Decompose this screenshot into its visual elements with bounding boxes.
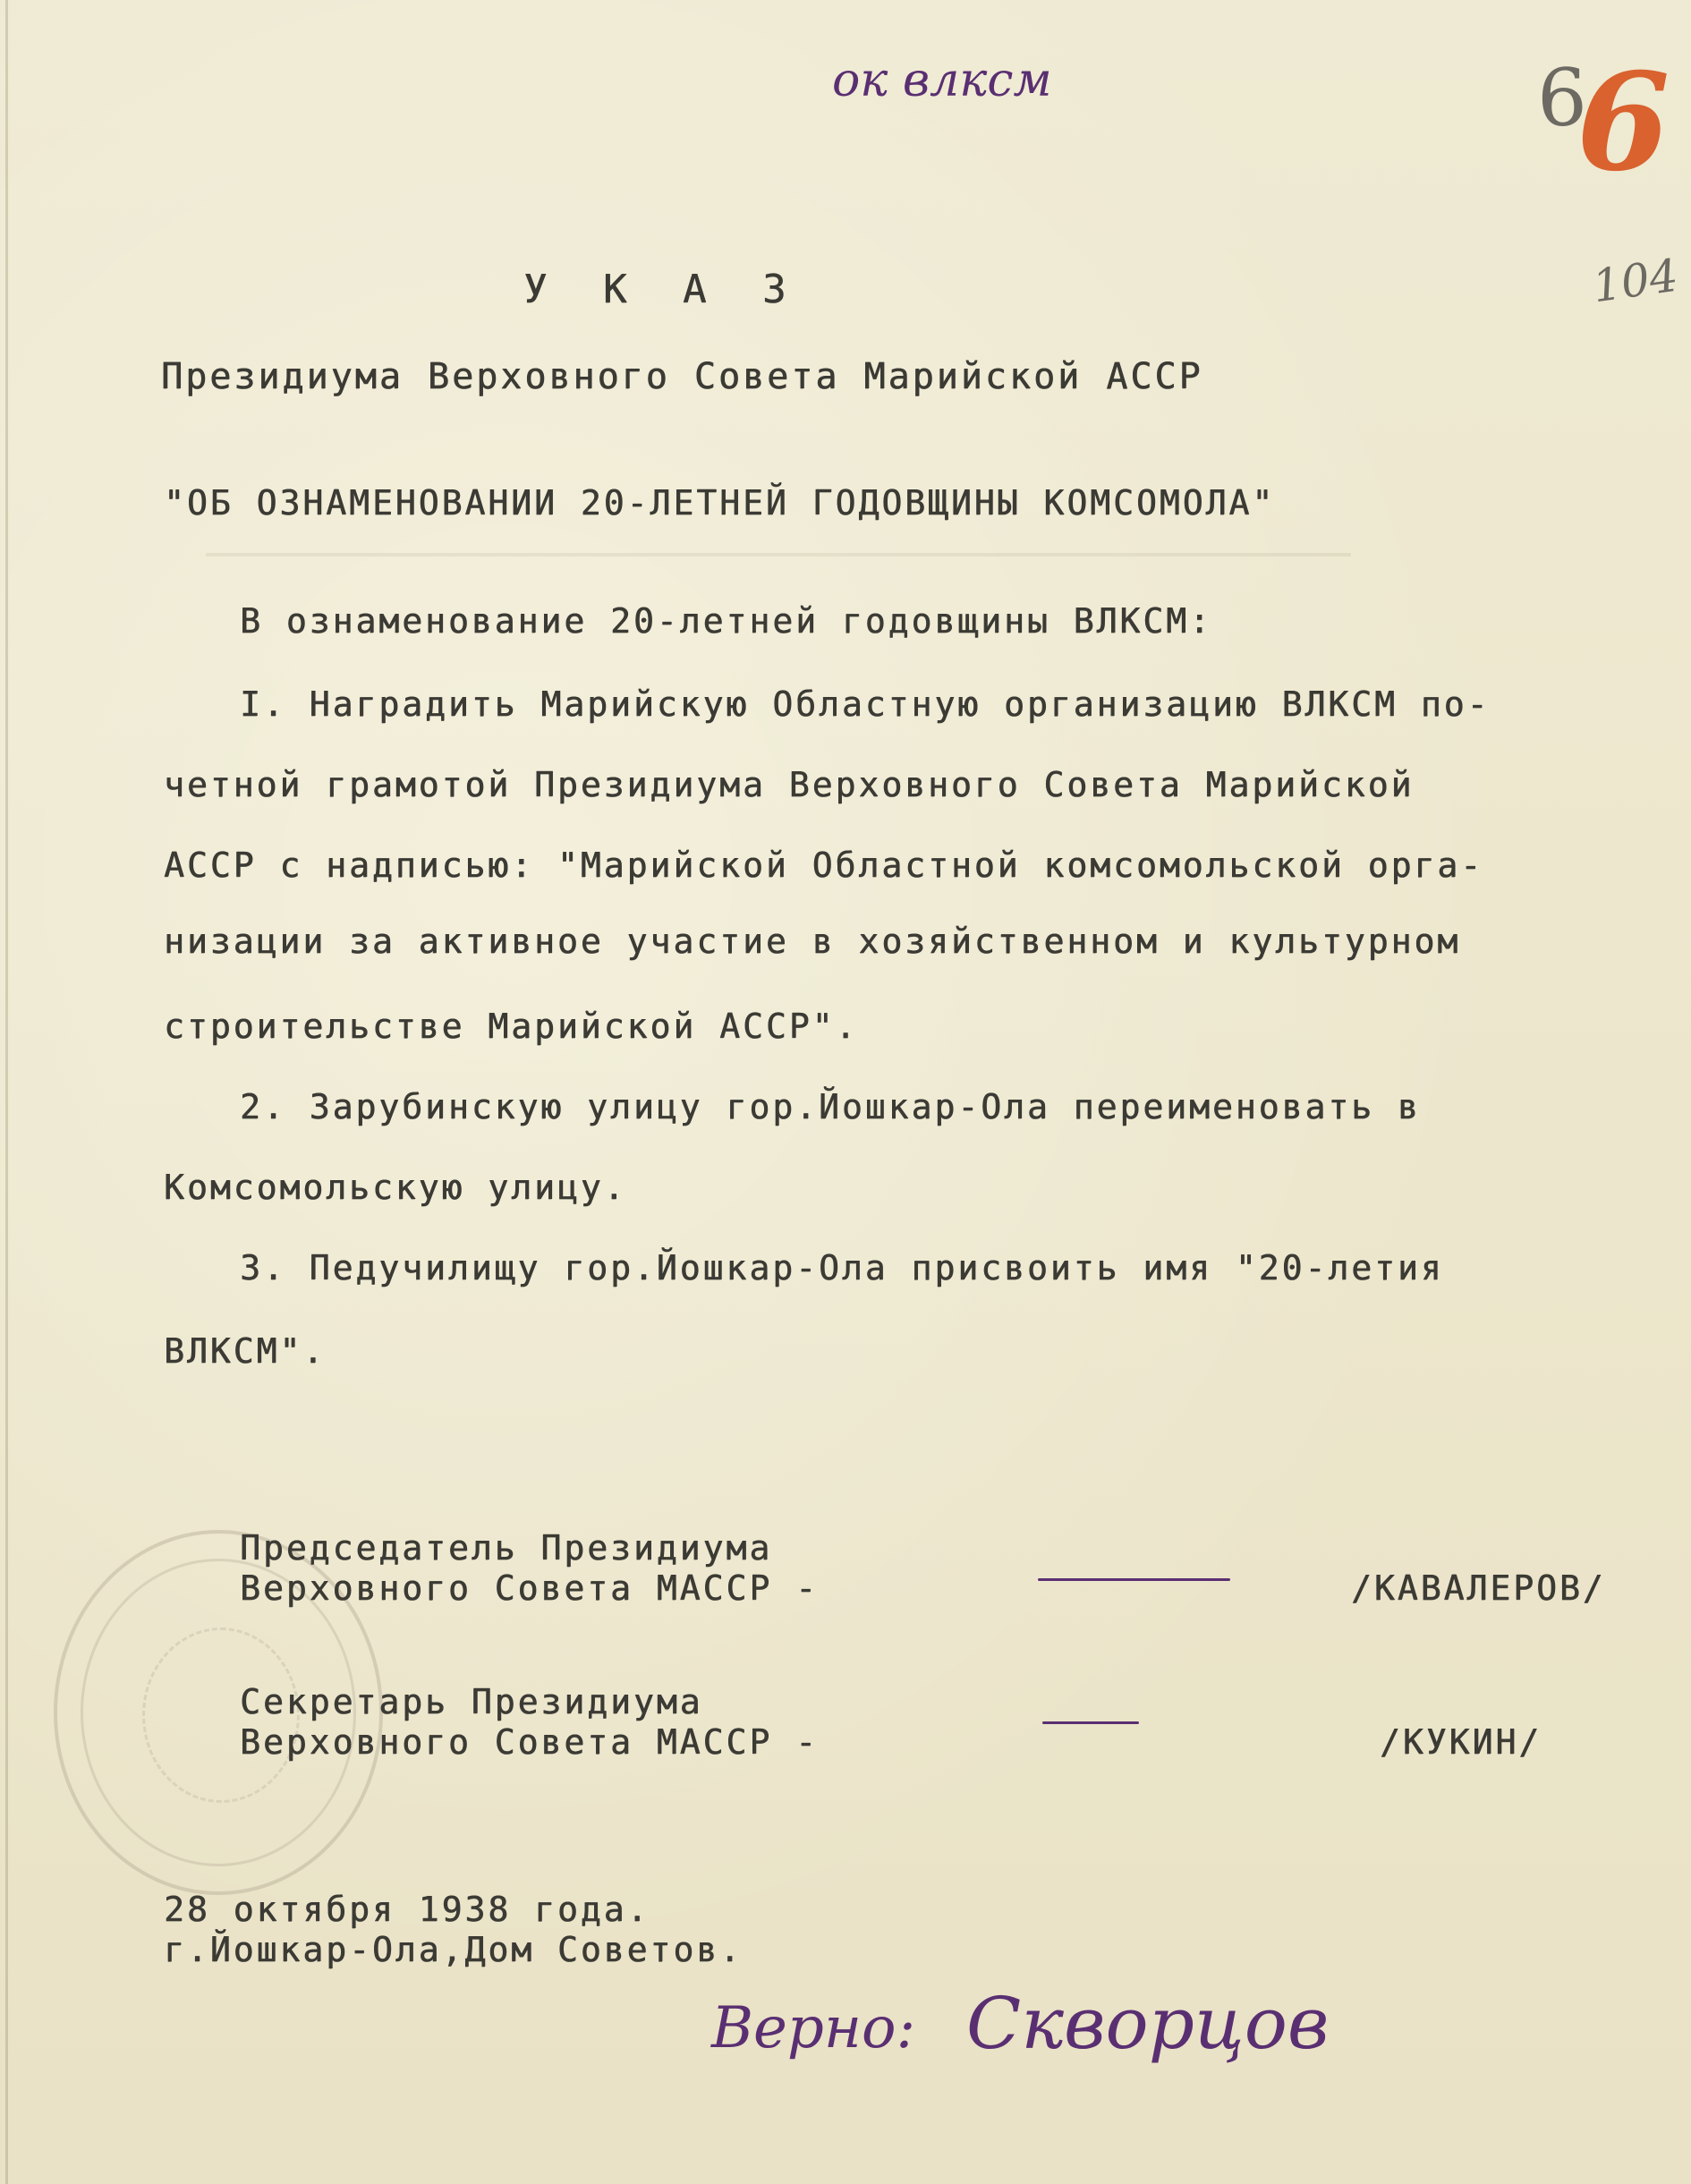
item-1-line-1: I. Наградить Марийскую Областную организацию ВЛКСМ по- bbox=[240, 684, 1491, 724]
signatory-2-name: /КУКИН/ bbox=[1380, 1722, 1542, 1762]
signatory-1-role-line-2: Верховного Совета МАССР - bbox=[240, 1568, 819, 1608]
folio-number-104: 104 bbox=[1589, 249, 1682, 313]
signatory-2-role-line-2: Верховного Совета МАССР - bbox=[240, 1722, 819, 1762]
folio-number-red: 6 bbox=[1576, 44, 1670, 201]
item-1-line-4: низации за активное участие в хозяйственном и культурном bbox=[164, 922, 1461, 961]
top-handwritten-note: ок влксм bbox=[832, 54, 1052, 107]
decree-issuer: Президиума Верховного Совета Марийской АССР bbox=[161, 356, 1203, 397]
signatory-1-role-line-1: Председатель Президиума bbox=[240, 1528, 773, 1568]
decree-subject: "ОБ ОЗНАМЕНОВАНИИ 20-ЛЕТНЕЙ ГОДОВЩИНЫ КОМСОМОЛА" bbox=[164, 483, 1276, 523]
page-edge-shadow bbox=[5, 0, 8, 2184]
decree-title: У К А З bbox=[523, 267, 803, 312]
decree-place: г.Йошкар-Ола,Дом Советов. bbox=[164, 1930, 743, 1969]
preamble: В ознаменование 20-летней годовщины ВЛКСМ: bbox=[240, 601, 1212, 641]
signatory-1-name: /КАВАЛЕРОВ/ bbox=[1351, 1568, 1606, 1608]
item-3-line-2: ВЛКСМ". bbox=[164, 1331, 327, 1371]
signatory-1-signature bbox=[1038, 1578, 1230, 1581]
item-3-line-1: 3. Педучилищу гор.Йошкар-Ола присвоить имя "20-летия bbox=[240, 1248, 1444, 1287]
signatory-2-role-line-1: Секретарь Президиума bbox=[240, 1682, 703, 1721]
certification-label: Верно: bbox=[711, 1995, 916, 2061]
certification-signature: Скворцов bbox=[966, 1982, 1330, 2065]
item-2-line-1: 2. Зарубинскую улицу гор.Йошкар-Ола переименовать в bbox=[240, 1087, 1421, 1126]
decree-date: 28 октября 1938 года. bbox=[164, 1890, 650, 1929]
folio-number-pencil: 6 bbox=[1537, 52, 1587, 144]
item-1-line-2: четной грамотой Президиума Верховного Совета Марийской bbox=[164, 765, 1415, 804]
item-1-line-5: строительстве Марийской АССР". bbox=[164, 1007, 859, 1046]
item-1-line-3: АССР с надписью: "Марийской Областной комсомольской орга- bbox=[164, 846, 1484, 885]
item-2-line-2: Комсомольскую улицу. bbox=[164, 1168, 627, 1207]
signatory-2-signature bbox=[1042, 1721, 1139, 1724]
ink-smudge bbox=[206, 553, 1351, 557]
